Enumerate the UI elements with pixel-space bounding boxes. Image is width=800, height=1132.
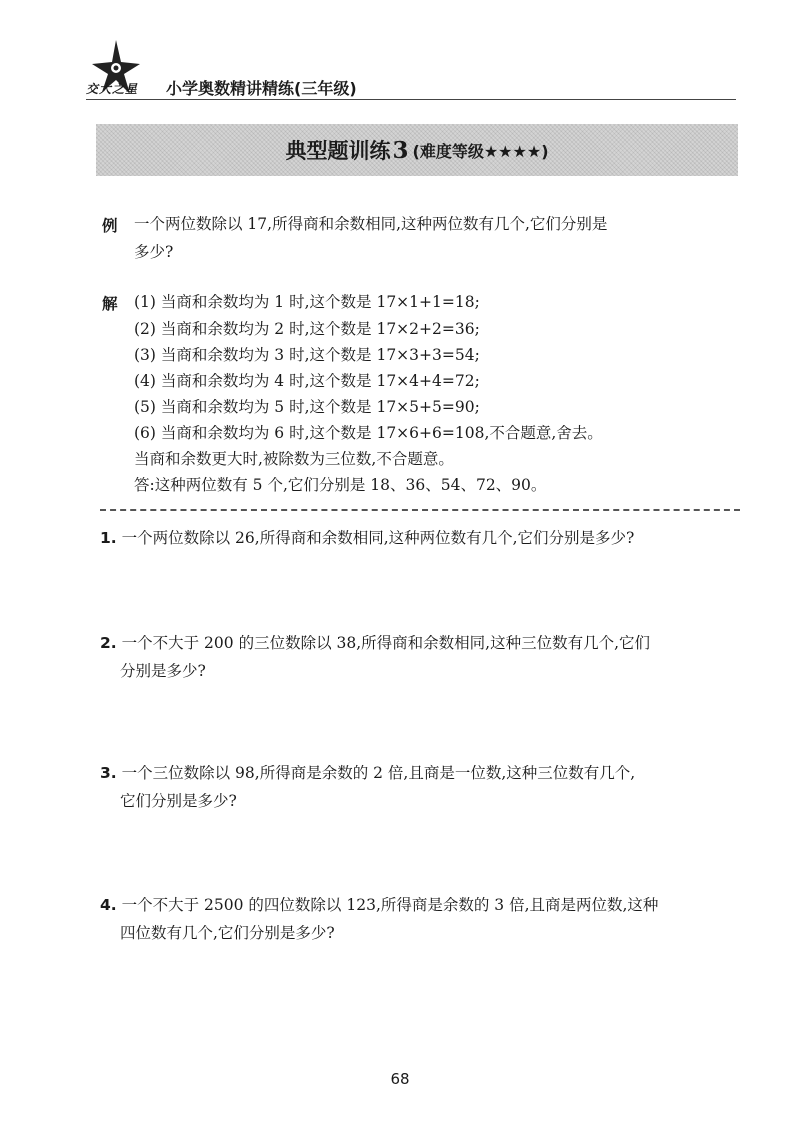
section-title: 典型题训练 [285, 139, 391, 163]
solution-step: (1) 当商和余数均为 1 时,这个数是 17×1+1=18; [134, 293, 480, 311]
solution-answer: 答:这种两位数有 5 个,它们分别是 18、36、54、72、90。 [134, 476, 547, 494]
problem-number: 2. [100, 634, 117, 652]
problem-2 [100, 632, 650, 654]
problem-number: 4. [100, 896, 117, 914]
problem-number: 3. [100, 764, 117, 782]
problem-3-continuation: 它们分别是多少? [120, 792, 237, 810]
problem-3 [100, 762, 635, 784]
example-line: 一个两位数除以 17,所得商和余数相同,这种两位数有几个,它们分别是 [134, 215, 608, 233]
problem-text: 一个两位数除以 26,所得商和余数相同,这种两位数有几个,它们分别是多少? [121, 529, 635, 547]
example-label: 例 [102, 217, 118, 235]
problem-4-continuation: 四位数有几个,它们分别是多少? [120, 924, 335, 942]
section-banner [96, 124, 738, 176]
problem-1 [100, 527, 634, 549]
section-number: 3 [392, 136, 409, 164]
problem-4 [100, 894, 658, 916]
solution-step: (6) 当商和余数均为 6 时,这个数是 17×6+6=108,不合题意,舍去。 [134, 424, 603, 442]
solution-step: (4) 当商和余数均为 4 时,这个数是 17×4+4=72; [134, 372, 480, 390]
solution-label: 解 [102, 295, 118, 313]
solution-step: (2) 当商和余数均为 2 时,这个数是 17×2+2=36; [134, 320, 480, 338]
dashed-divider [100, 509, 740, 511]
header-divider [86, 99, 736, 100]
brand-logotype: 交大之星 [86, 82, 139, 96]
solution-note: 当商和余数更大时,被除数为三位数,不合题意。 [134, 450, 454, 468]
page-number: 68 [390, 1070, 410, 1088]
problem-text: 一个不大于 200 的三位数除以 38,所得商和余数相同,这种三位数有几个,它们 [121, 634, 650, 652]
solution-step: (3) 当商和余数均为 3 时,这个数是 17×3+3=54; [134, 346, 480, 364]
solution-step: (5) 当商和余数均为 5 时,这个数是 17×5+5=90; [134, 398, 480, 416]
book-title: 小学奥数精讲精练(三年级) [166, 79, 357, 98]
problem-number: 1. [100, 529, 117, 547]
example-line: 多少? [134, 243, 174, 261]
difficulty-rating: (难度等级★★★★) [412, 141, 549, 161]
problem-2-continuation: 分别是多少? [120, 662, 206, 680]
problem-text: 一个三位数除以 98,所得商是余数的 2 倍,且商是一位数,这种三位数有几个, [121, 764, 636, 782]
problem-text: 一个不大于 2500 的四位数除以 123,所得商是余数的 3 倍,且商是两位数,这种 [121, 896, 659, 914]
